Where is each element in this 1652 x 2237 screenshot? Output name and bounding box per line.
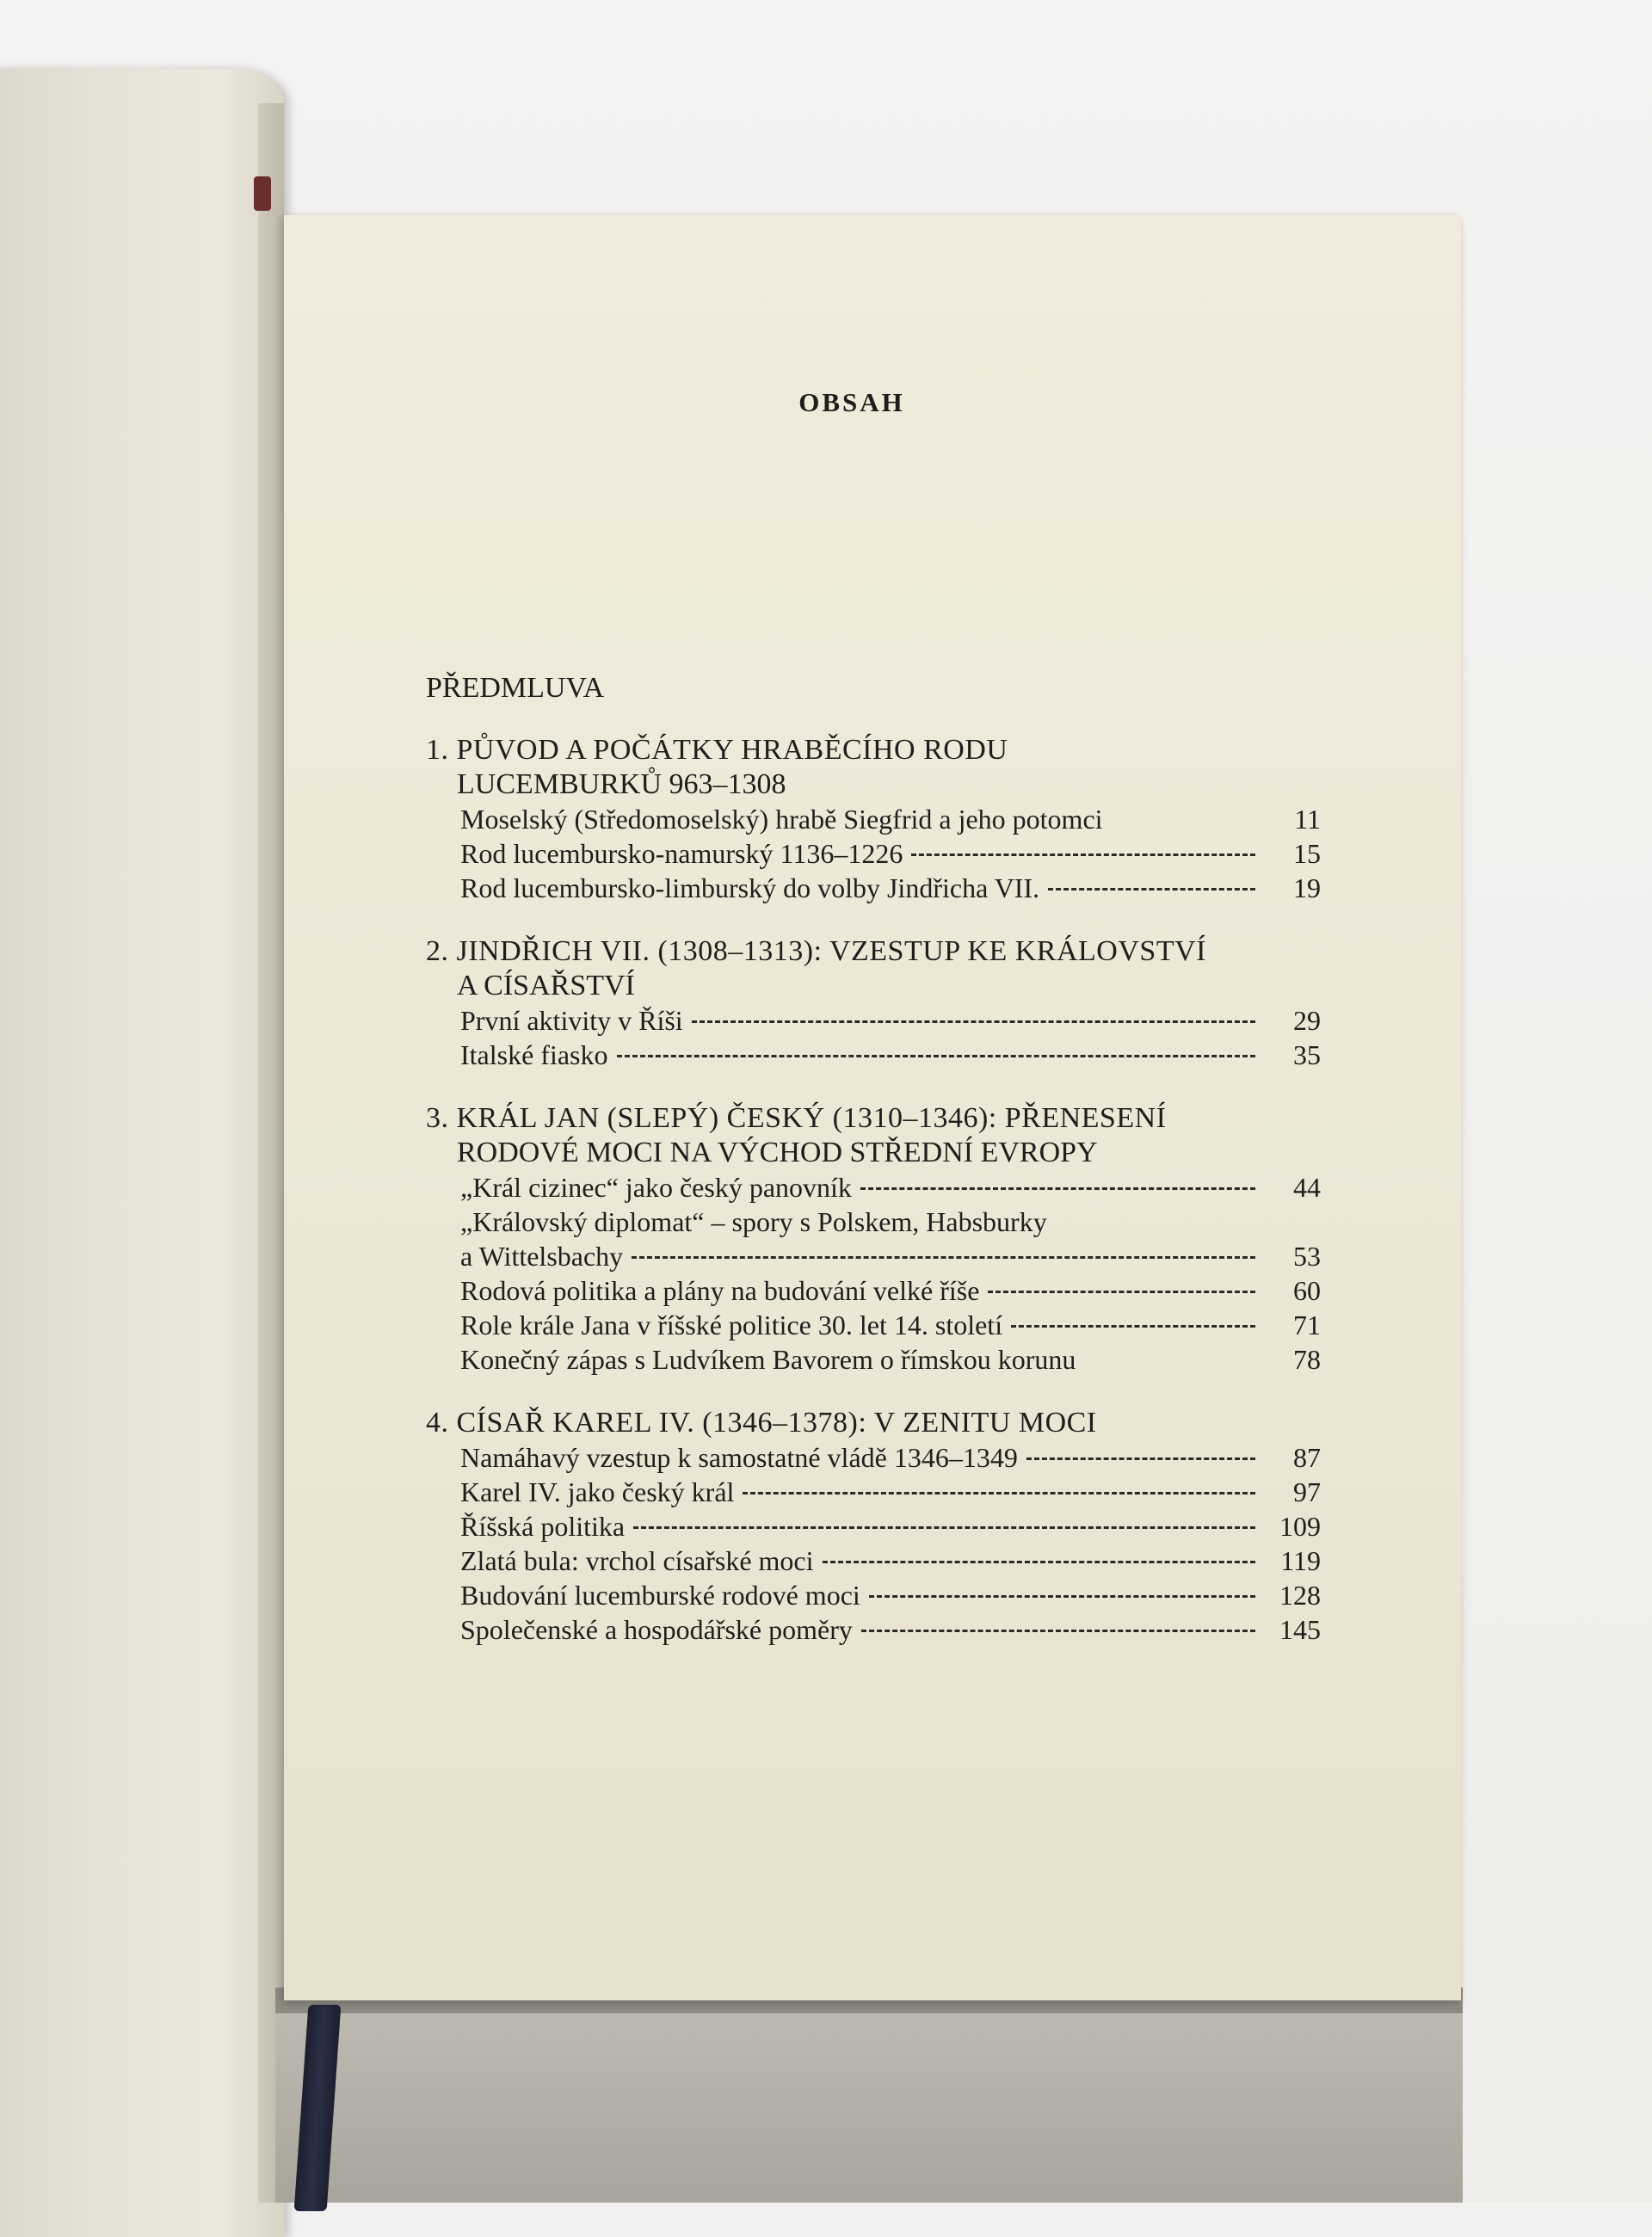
toc-entry <box>426 1003 1321 1038</box>
toc-entry <box>426 871 1321 905</box>
entry-page-number: 119 <box>1280 1545 1321 1576</box>
leader-dots <box>1011 1325 1255 1328</box>
entry-page-number: 109 <box>1279 1511 1321 1542</box>
toc-entry <box>426 1578 1321 1612</box>
leader-dots <box>988 1291 1255 1293</box>
entry-text: Říšská politika <box>460 1511 626 1542</box>
toc-entry <box>426 1440 1321 1475</box>
book-block-edge <box>275 1987 1463 2203</box>
chapter-title: 1. PŮVOD A POČÁTKY HRABĚCÍHO RODU <box>426 734 1008 766</box>
entry-text: Karel IV. jako český král <box>460 1476 735 1507</box>
toc-chapter-4 <box>426 1406 1321 1647</box>
entry-text: Namáhavý vzestup k samostatné vládě 1346–1349 <box>460 1442 1018 1473</box>
toc-entry <box>426 1308 1321 1342</box>
entry-page-number: 29 <box>1293 1005 1321 1036</box>
entry-text: Konečný zápas s Ludvíkem Bavorem o římskou korunu <box>460 1344 1076 1375</box>
entry-text-continued: a Wittelsbachy <box>460 1241 624 1272</box>
toc-entry <box>426 1612 1321 1647</box>
leader-dots <box>617 1055 1256 1057</box>
leader-dots <box>743 1492 1255 1494</box>
entry-page-number: 44 <box>1293 1172 1321 1203</box>
toc-entry <box>426 1273 1321 1308</box>
toc-entry <box>426 1475 1321 1509</box>
entry-page-number: 78 <box>1293 1344 1321 1375</box>
toc-entry <box>426 1509 1321 1544</box>
entry-page-number: 97 <box>1293 1476 1321 1507</box>
toc-entry <box>426 1342 1321 1377</box>
leader-dots <box>1026 1457 1255 1460</box>
leader-dots <box>823 1561 1255 1563</box>
entry-page-number: 128 <box>1279 1580 1321 1611</box>
toc-chapter-2 <box>426 934 1321 1072</box>
book-page <box>284 215 1461 2000</box>
entry-text: Budování lucemburské rodové moci <box>460 1580 860 1611</box>
entry-page-number: 11 <box>1294 804 1321 835</box>
chapter-title: 3. KRÁL JAN (SLEPÝ) ČESKÝ (1310–1346): PŘENESENÍ <box>426 1102 1167 1134</box>
toc-entry <box>426 1170 1321 1205</box>
chapter-title-continued: LUCEMBURKŮ 963–1308 <box>457 768 786 800</box>
entry-text: Rod lucembursko-limburský do volby Jindřicha VII. <box>460 872 1040 903</box>
leader-dots <box>1048 888 1255 890</box>
leader-dots <box>869 1595 1255 1598</box>
entry-text: „Královský diplomat“ – spory s Polskem, Habsburky <box>460 1206 1047 1237</box>
entry-text: Italské fiasko <box>460 1039 608 1070</box>
toc-entry <box>426 802 1321 836</box>
toc-chapter-3 <box>426 1101 1321 1377</box>
toc-entry <box>426 1239 1321 1273</box>
toc-entry <box>426 836 1321 871</box>
chapter-title-continued: RODOVÉ MOCI NA VÝCHOD STŘEDNÍ EVROPY <box>457 1137 1098 1168</box>
entry-text: Role krále Jana v říšské politice 30. let 14. století <box>460 1310 1003 1340</box>
entry-text: První aktivity v Říši <box>460 1005 683 1036</box>
leader-dots <box>633 1526 1255 1529</box>
entry-page-number: 15 <box>1293 838 1321 869</box>
toc-entry <box>426 1038 1321 1072</box>
chapter-title-continued: A CÍSAŘSTVÍ <box>457 970 635 1001</box>
toc-chapter-1 <box>426 733 1321 905</box>
entry-text: Rod lucembursko-namurský 1136–1226 <box>460 838 903 869</box>
chapter-title: 2. JINDŘICH VII. (1308–1313): VZESTUP KE KRÁLOVSTVÍ <box>426 935 1206 967</box>
entry-page-number: 53 <box>1293 1241 1321 1272</box>
entry-page-number: 35 <box>1293 1039 1321 1070</box>
entry-page-number: 71 <box>1293 1310 1321 1340</box>
left-page-edge <box>258 103 284 2203</box>
leader-dots <box>861 1630 1255 1632</box>
entry-text: Rodová politika a plány na budování velké říše <box>460 1275 980 1306</box>
chapter-title: 4. CÍSAŘ KAREL IV. (1346–1378): V ZENITU MOCI <box>426 1407 1097 1439</box>
entry-page-number: 19 <box>1293 872 1321 903</box>
toc-entry <box>426 1544 1321 1578</box>
entry-page-number: 87 <box>1293 1442 1321 1473</box>
toc-preface: PŘEDMLUVA <box>426 672 605 704</box>
page-title: OBSAH <box>798 387 905 417</box>
entry-text: Zlatá bula: vrchol císařské moci <box>460 1545 814 1576</box>
leader-dots <box>692 1020 1255 1023</box>
table-of-contents <box>426 671 1321 1676</box>
leader-dots <box>860 1187 1255 1190</box>
leader-dots <box>911 854 1255 856</box>
left-page <box>0 69 284 2237</box>
entry-page-number: 60 <box>1293 1275 1321 1306</box>
leader-dots <box>632 1256 1255 1259</box>
book-binding <box>254 176 271 211</box>
entry-text: Moselský (Středomoselský) hrabě Siegfrid a jeho potomci <box>460 804 1103 835</box>
entry-text: Společenské a hospodářské poměry <box>460 1614 853 1645</box>
entry-page-number: 145 <box>1279 1614 1321 1645</box>
entry-text: „Král cizinec“ jako český panovník <box>460 1172 852 1203</box>
